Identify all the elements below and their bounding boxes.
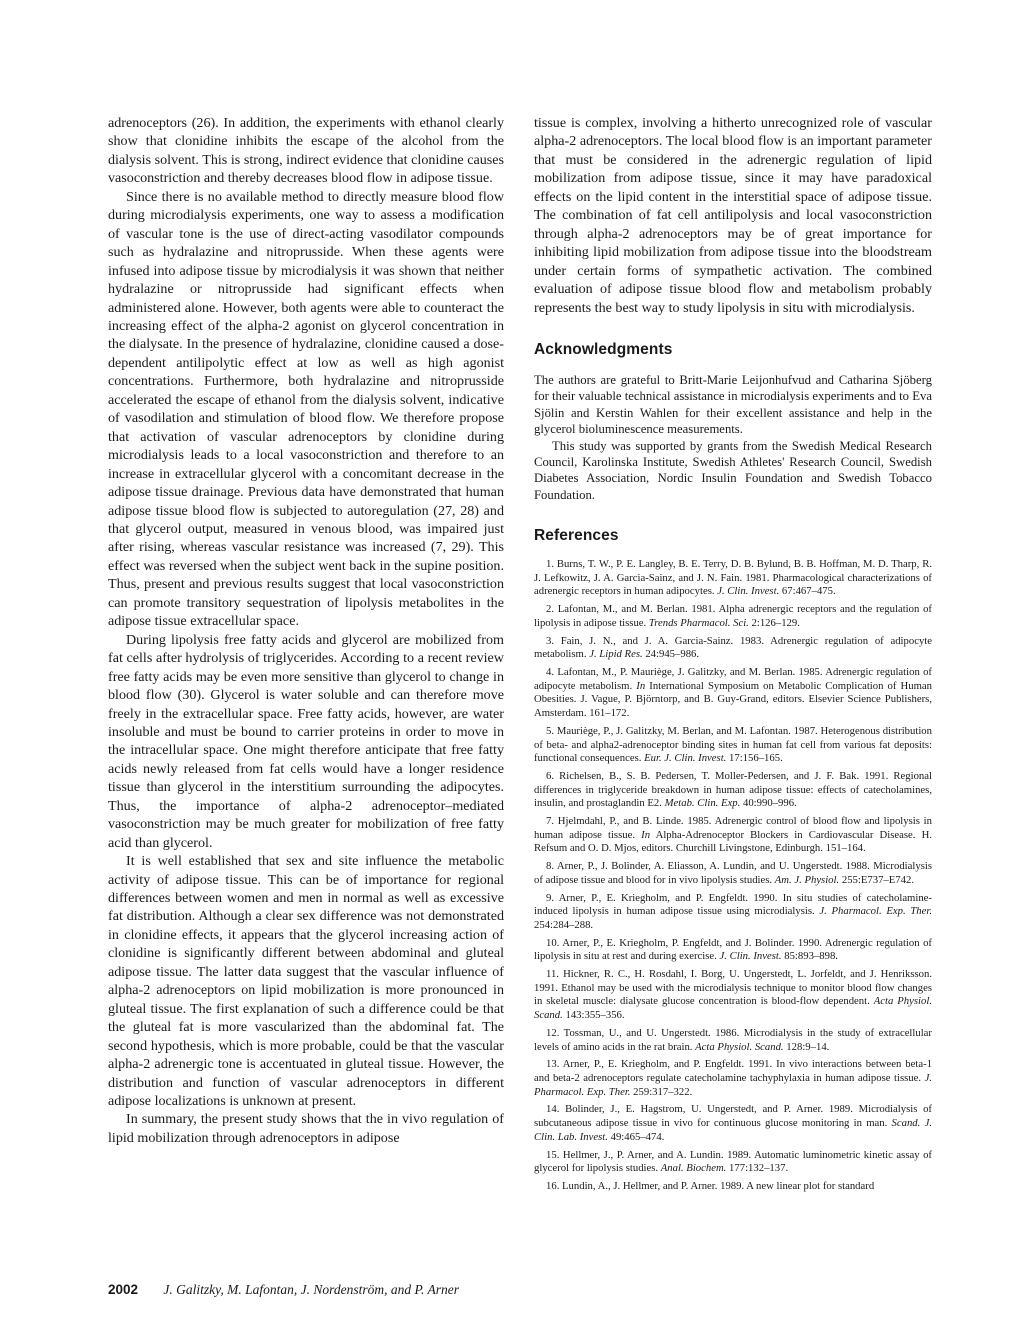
reference-item	[534, 860, 932, 887]
reference-journal: In	[636, 679, 646, 692]
reference-citation: 255:E737–E742.	[839, 873, 914, 886]
reference-text: 3. Fain, J. N., and J. A. Garcia-Sainz. 1983. Adrenergic regulation of adipocyte metabolism.	[534, 634, 932, 661]
reference-text: 12. Tossman, U., and U. Ungerstedt. 1986. Microdialysis in the study of extracellular levels of amino acids in the rat brain.	[534, 1026, 932, 1053]
reference-item	[534, 937, 932, 964]
reference-journal: J. Pharmacol. Exp. Ther.	[819, 905, 933, 918]
page-number: 2002	[108, 1282, 139, 1297]
reference-item	[534, 1058, 932, 1099]
reference-item	[534, 815, 932, 856]
reference-journal: Acta Physiol. Scand.	[695, 1040, 784, 1053]
reference-item	[534, 1149, 932, 1176]
reference-journal: J. Pharmacol. Exp. Ther.	[534, 1071, 932, 1098]
reference-text: 6. Richelsen, B., S. B. Pedersen, T. Moller-Pedersen, and J. F. Bak. 1991. Regional differences in triglyceride breakdown in human adipose tissue: effects of catecholamines, insulin, and prostaglandin E2.	[534, 770, 932, 810]
reference-text: 11. Hickner, R. C., H. Rosdahl, I. Borg, U. Ungerstedt, L. Jorfeldt, and J. Henriksson. 1991. Ethanol may be used with the microdialysis technique to monitor blood flow changes in skeletal muscle: dialysate glucose concentration is blood-flow dependent.	[534, 968, 932, 1008]
body-paragraph-5: In summary, the present study shows that the in vivo regulation of lipid mobilization through adrenoceptors in adipose	[108, 1111, 504, 1146]
reference-item	[534, 603, 932, 630]
reference-citation: 259:317–322.	[630, 1085, 693, 1098]
reference-citation: 67:467–475.	[779, 585, 836, 598]
reference-citation: 24:945–986.	[642, 648, 700, 661]
reference-list	[534, 558, 932, 1193]
body-paragraph-3: During lipolysis free fatty acids and glycerol are mobilized from fat cells after hydrolysis of triglycerides. According to a recent review free fatty acids may be even more sensitive than glycerol to change in blood flow (30). Glycerol is water soluble and can therefore move freely in the extracellular space. Free fatty acids, however, are water insoluble and must be bound to carrier proteins in order to move in the intracellular space. One might therefore anticipate that free fatty acids newly released from fat cells would have a longer residence tissue than glycerol in the interstitium surrounding the adipocytes. Thus, the importance of alpha-2 adrenoceptor–mediated vasoconstriction may be much greater for mobilization of free fatty acid than glycerol.	[108, 631, 504, 851]
reference-journal: Eur. J. Clin. Invest.	[644, 752, 727, 765]
reference-item	[534, 558, 932, 599]
reference-text: 5. Mauriège, P., J. Galitzky, M. Berlan, and M. Lafontan. 1987. Heterogenous distribution of beta- and alpha2-adrenoceptor binding sites in human fat cell from various fat deposits: functional consequences.	[534, 724, 932, 765]
acknowledgments-heading: Acknowledgments	[534, 340, 673, 358]
reference-item	[534, 892, 932, 933]
reference-citation: 2:126–129.	[748, 616, 800, 629]
reference-journal: J. Clin. Invest.	[717, 585, 780, 598]
reference-item	[534, 1180, 932, 1194]
reference-text: 9. Arner, P., E. Kriegholm, and P. Engfeldt. 1990. In situ studies of catecholamine-induced lipolysis in human adipose tissue using microdialysis.	[534, 891, 932, 918]
reference-text: 7. Hjelmdahl, P., and B. Linde. 1985. Adrenergic control of blood flow and lipolysis in human adipose tissue.	[534, 815, 932, 841]
reference-citation: 40:990–996.	[740, 797, 797, 810]
reference-citation: 177:132–137.	[726, 1162, 789, 1175]
reference-text: 10. Arner, P., E. Kriegholm, P. Engfeldt, and J. Bolinder. 1990. Adrenergic regulation of lipolysis in situ at rest and during exercise.	[534, 936, 932, 963]
reference-citation: 143:355–356.	[562, 1009, 625, 1022]
body-paragraph-4: It is well established that sex and site influence the metabolic activity of adipose tissue. This can be of importance for regional differences between women and men in normal as well as excessive fat distribution. Although a clear sex difference was not demonstrated in clonidine effects, it appears that the glycerol increasing action of clonidine is significantly different between abdominal and gluteal adipose tissue. The latter data suggest that the vascular influence of alpha-2 adrenoceptors on lipid mobilization is more pronounced in gluteal tissue. The first explanation of such a difference could be that the gluteal fat is more vascularized than the abdominal fat. The second hypothesis, which is more probable, could be that the vascular alpha-2 adrenergic tone is accentuated in gluteal tissue. However, the distribution and function of vascular adrenoceptors in different adipose localizations is unknown at present.	[108, 853, 504, 1110]
reference-text: 2. Lafontan, M., and M. Berlan. 1981. Alpha adrenergic receptors and the regulation of lipolysis in adipose tissue.	[534, 603, 932, 629]
reference-journal: J. Lipid Res.	[589, 648, 643, 661]
reference-citation: Alpha-Adrenoceptor Blockers in Cardiovascular Disease. H. Refsum and O. D. Mjos, editors. Churchill Livingstone, Edinburgh. 151–164.	[534, 828, 932, 855]
reference-text: 16. Lundin, A., J. Hellmer, and P. Arner. 1989. A new linear plot for standard	[546, 1180, 875, 1193]
reference-journal: J. Clin. Invest.	[719, 950, 782, 963]
reference-journal: Anal. Biochem.	[660, 1162, 727, 1175]
reference-item	[534, 968, 932, 1022]
reference-item	[534, 1103, 932, 1144]
reference-item	[534, 725, 932, 766]
reference-citation: 254:284–288.	[534, 918, 594, 931]
reference-text: 14. Bolinder, J., E. Hagstrom, U. Ungerstedt, and P. Arner. 1989. Microdialysis of subcutaneous adipose tissue in vivo for continuous glucose monitoring in man.	[534, 1103, 932, 1130]
reference-citation: International Symposium on Metabolic Complication of Human Obesities. J. Vague, P. Björntorp, and B. Guy-Grand, editors. Elsevier Science Publishers, Amsterdam. 161–172.	[534, 679, 932, 720]
reference-item	[534, 635, 932, 662]
reference-citation: 85:893–898.	[781, 950, 838, 963]
reference-item	[534, 666, 932, 720]
body-paragraph-1: adrenoceptors (26). In addition, the experiments with ethanol clearly show that clonidine inhibits the escape of the alcohol from the dialysis solvent. This is strong, indirect evidence that clonidine causes vasoconstriction and thereby decreases blood flow in adipose tissue.	[108, 115, 504, 187]
reference-citation: 128:9–14.	[783, 1040, 830, 1053]
reference-journal: Trends Pharmacol. Sci.	[648, 616, 749, 629]
reference-text: 1. Burns, T. W., P. E. Langley, B. E. Terry, D. B. Bylund, B. B. Hoffman, M. D. Tharp, R. J. Lefkowitz, J. A. Garcia-Sainz, and J. N. Fain. 1981. Pharmacological characterizations of adrenergic receptors in human adipocytes.	[534, 558, 932, 598]
reference-text: 8. Arner, P., J. Bolinder, A. Eliasson, A. Lundin, and U. Ungerstedt. 1988. Microdialysis of adipose tissue and blood for in vivo lipolysis studies.	[534, 860, 932, 886]
reference-journal: Am. J. Physiol.	[774, 873, 840, 886]
reference-item	[534, 1027, 932, 1054]
references-heading: References	[534, 527, 619, 545]
reference-journal: Scand. J. Clin. Lab. Invest.	[534, 1117, 932, 1143]
reference-text: 13. Arner, P., E. Kriegholm, and P. Engfeldt. 1991. In vivo interactions between beta-1 and beta-2 adrenoceptors regulate catecholamine tachyphylaxia in human adipose tissue.	[534, 1058, 932, 1084]
acknowledgments-paragraph-1: The authors are grateful to Britt-Marie Leijonhufvud and Catharina Sjöberg for their valuable technical assistance in microdialysis experiments and to Eva Sjölin and Kerstin Wahlen for their excellent assistance and help in the glycerol bioluminescence measurements.	[534, 372, 932, 437]
reference-citation: 17:156–165.	[726, 752, 783, 765]
acknowledgments-paragraph-2: This study was supported by grants from the Swedish Medical Research Council, Karolinska Institute, Swedish Athletes' Research Council, Swedish Diabetes Association, Nordic Insulin Foundation and Swedish Tobacco Foundation.	[534, 438, 932, 502]
reference-citation: 49:465–474.	[607, 1130, 665, 1143]
body-paragraph-2: Since there is no available method to directly measure blood flow during microdialysis experiments, one way to assess a modification of vascular tone is the use of direct-acting vasodilator compounds such as hydralazine and nitroprusside. When these agents were infused into adipose tissue by microdialysis it was shown that neither hydralazine or nitroprusside had significant effects when administered alone. However, both agents were able to counteract the increasing effect of the alpha-2 agonist on glycerol concentration in the dialysate. In the presence of hydralazine, clonidine caused a dose-dependent antilipolytic effect at low as well as high agonist concentrations. Furthermore, both hydralazine and nitroprusside accelerated the escape of ethanol from the dialysis solvent, indicative of vasodilation and stimulation of blood flow. We therefore propose that activation of vascular adrenoceptors by clonidine during microdialysis leads to a local vasoconstriction and therefore to an increase in extracellular glycerol with a concomitant decrease in the adipose tissue drainage. Previous data have demonstrated that human adipose tissue blood flow is subjected to autoregulation (27, 28) and that glycerol output, measured in venous blood, was impaired just after rising, whereas vascular resistance was increased (7, 29). This effect was reversed when the subject went back in the supine position. Thus, present and previous results suggest that local vasoconstriction can promote transitory sequestration of lipolysis metabolites in the adipose tissue extracellular space.	[108, 188, 504, 630]
reference-text: 15. Hellmer, J., P. Arner, and A. Lundin. 1989. Automatic luminometric kinetic assay of glycerol for lipolysis studies.	[534, 1148, 932, 1175]
page-footer	[108, 1282, 528, 1298]
reference-text: 4. Lafontan, M., P. Mauriège, J. Galitzky, and M. Berlan. 1985. Adrenergic regulation of adipocyte metabolism.	[534, 666, 932, 692]
reference-item	[534, 770, 932, 811]
running-authors: J. Galitzky, M. Lafontan, J. Nordenström, and P. Arner	[163, 1282, 460, 1297]
reference-journal: In	[641, 828, 651, 841]
right-column	[534, 114, 932, 1198]
reference-journal: Acta Physiol. Scand.	[534, 995, 932, 1022]
left-column	[108, 114, 504, 1147]
continuation-paragraph: tissue is complex, involving a hitherto unrecognized role of vascular alpha-2 adrenoceptors. The local blood flow is an important parameter that must be considered in the adrenergic regulation of lipid mobilization from adipose tissue, since it may have paradoxical effects on the lipid content in the interstitial space of adipose tissue. The combination of fat cell antilipolysis and local vasoconstriction through alpha-2 adrenoceptors may be of great importance for inhibiting lipid mobilization from adipose tissue into the bloodstream under certain forms of sympathetic activation. The combined evaluation of adipose tissue blood flow and metabolism probably represents the best way to study lipolysis in situ with microdialysis.	[534, 115, 932, 316]
reference-journal: Metab. Clin. Exp.	[664, 797, 741, 810]
